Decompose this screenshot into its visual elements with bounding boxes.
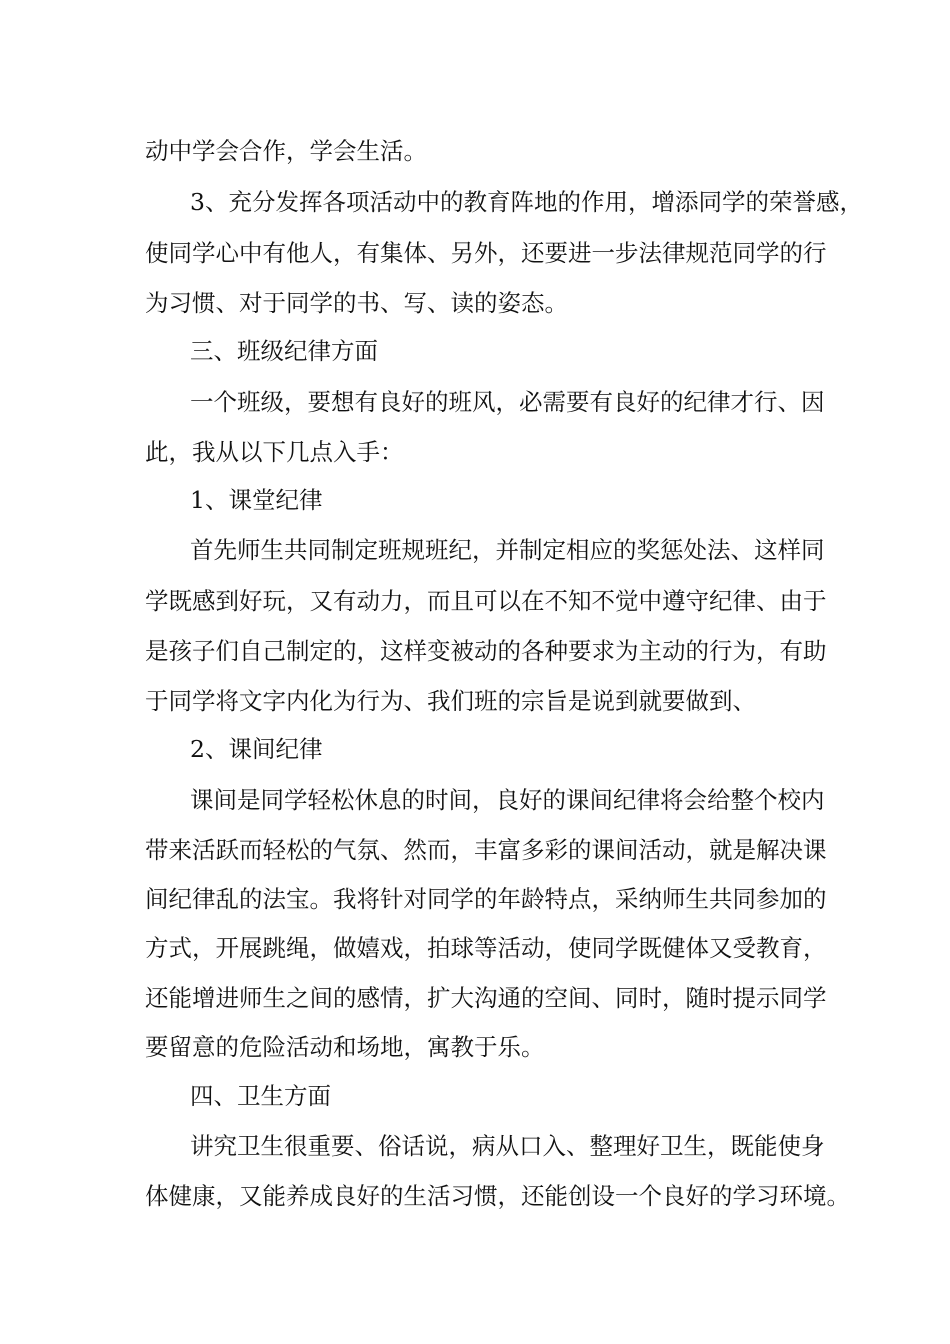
paragraph-line: 于同学将文字内化为行为、我们班的宗旨是说到就要做到、 bbox=[145, 687, 756, 715]
paragraph-line: 方式，开展跳绳，做嬉戏，拍球等活动，使同学既健体又受教育， bbox=[145, 934, 827, 962]
paragraph-line: 要留意的危险活动和场地，寓教于乐。 bbox=[145, 1033, 545, 1061]
section-heading: 四、卫生方面 bbox=[190, 1082, 331, 1110]
paragraph-line: 讲究卫生很重要、俗话说，病从口入、整理好卫生，既能使身 bbox=[190, 1132, 825, 1160]
paragraph-line: 动中学会合作，学会生活。 bbox=[145, 137, 427, 165]
paragraph-line: 一个班级，要想有良好的班风，必需要有良好的纪律才行、因 bbox=[190, 388, 825, 416]
paragraph-line: 是孩子们自己制定的，这样变被动的各种要求为主动的行为，有助 bbox=[145, 637, 827, 665]
paragraph-line: 间纪律乱的法宝。我将针对同学的年龄特点，采纳师生共同参加的 bbox=[145, 885, 827, 913]
paragraph-line: 学既感到好玩，又有动力，而且可以在不知不觉中遵守纪律、由于 bbox=[145, 587, 827, 615]
subsection-heading: 2、课间纪律 bbox=[190, 735, 323, 763]
paragraph-line: 为习惯、对于同学的书、写、读的姿态。 bbox=[145, 289, 568, 317]
subsection-heading: 1、课堂纪律 bbox=[190, 486, 323, 514]
paragraph-line: 首先师生共同制定班规班纪，并制定相应的奖惩处法、这样同 bbox=[190, 536, 825, 564]
list-item-line: 3、充分发挥各项活动中的教育阵地的作用，增添同学的荣誉感， bbox=[190, 188, 863, 216]
section-heading: 三、班级纪律方面 bbox=[190, 337, 378, 365]
paragraph-line: 体健康，又能养成良好的生活习惯，还能创设一个良好的学习环境。 bbox=[145, 1182, 850, 1210]
paragraph-line: 还能增进师生之间的感情，扩大沟通的空间、同时，随时提示同学 bbox=[145, 984, 827, 1012]
paragraph-line: 使同学心中有他人，有集体、另外，还要进一步法律规范同学的行 bbox=[145, 239, 827, 267]
paragraph-line: 带来活跃而轻松的气氛、然而，丰富多彩的课间活动，就是解决课 bbox=[145, 836, 827, 864]
paragraph-line: 课间是同学轻松休息的时间，良好的课间纪律将会给整个校内 bbox=[190, 786, 825, 814]
paragraph-line: 此，我从以下几点入手： bbox=[145, 438, 404, 466]
